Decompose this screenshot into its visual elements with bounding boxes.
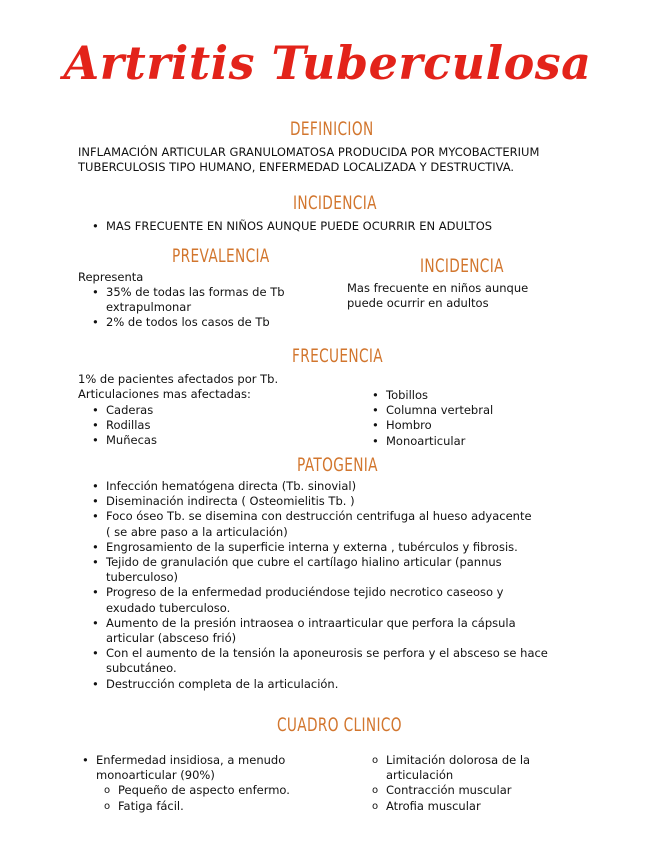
patogenia-heading: PATOGENIA [297,454,378,476]
frecuencia-right-list [358,388,493,449]
list-item: • 35% de todas las formas de Tb [78,285,285,300]
list-item: • Destrucción completa de la articulación. [78,677,548,692]
list-item: o Atrofia muscular [364,799,530,814]
list-item: • Infección hematógena directa (Tb. sinovial) [78,479,548,494]
prevalencia-intro: Representa [78,270,144,284]
list-item: • Rodillas [78,418,157,433]
list-item: • Aumento de la presión intraosea o intraarticular que perfora la cápsula articular (absceso frió) [78,616,548,646]
frecuencia-left-list [78,403,157,449]
list-item-continuation: extrapulmonar [106,300,192,315]
incidencia-list [78,219,492,234]
list-item: • 2% de todos los casos de Tb [78,315,285,330]
prevalencia-heading: PREVALENCIA [172,245,270,267]
list-item: • Progreso de la enfermedad produciéndose tejido necrotico caseoso y exudado tuberculoso. [78,585,548,615]
list-item: o Limitación dolorosa de la articulación [364,753,530,783]
definicion-heading: DEFINICION [290,118,374,140]
list-item: • MAS FRECUENTE EN NIÑOS AUNQUE PUEDE OCURRIR EN ADULTOS [78,219,492,234]
list-item: • Monoarticular [358,434,493,449]
list-item: • Foco óseo Tb. se disemina con destrucción centrifuga al hueso adyacente ( se abre paso a la articulación) [78,509,548,539]
sub-list-item: o Fatiga fácil. [68,799,290,814]
incidencia-right-heading: INCIDENCIA [420,255,504,277]
cuadro-clinico-heading: CUADRO CLINICO [277,714,402,736]
patogenia-list [78,479,548,692]
frecuencia-heading: FRECUENCIA [292,345,384,367]
frecuencia-line-2: Articulaciones mas afectadas: [78,387,251,401]
list-item: • Tobillos [358,388,493,403]
frecuencia-line-1: 1% de pacientes afectados por Tb. [78,372,279,386]
prevalencia-list [78,285,285,331]
sub-list-item: o Pequeño de aspecto enfermo. [68,783,290,798]
list-item: • Hombro [358,418,493,433]
list-item: • Tejido de granulación que cubre el cartílago hialino articular (pannus tuberculoso) [78,555,548,585]
list-item: o Contracción muscular [364,783,530,798]
page-title: Artritis Tuberculosa [63,36,592,90]
list-item: • Caderas [78,403,157,418]
definicion-line-1: INFLAMACIÓN ARTICULAR GRANULOMATOSA PRODUCIDA POR MYCOBACTERIUM [78,145,540,159]
list-item: • Diseminación indirecta ( Osteomielitis Tb. ) [78,494,548,509]
cuadro-right-list [364,753,530,814]
list-item: • Columna vertebral [358,403,493,418]
list-item: • Engrosamiento de la superficie interna y externa , tubérculos y fibrosis. [78,540,548,555]
incidencia-right-line-1: Mas frecuente en niños aunque [347,281,529,295]
list-item: • Muñecas [78,433,157,448]
cuadro-left-list [68,753,290,814]
list-item: • Con el aumento de la tensión la aponeurosis se perfora y el absceso se hace subcutáneo. [78,646,548,676]
incidencia-right-line-2: puede ocurrir en adultos [347,296,489,310]
list-item: • Enfermedad insidiosa, a menudo monoarticular (90%) [68,753,290,783]
incidencia-heading: INCIDENCIA [293,192,377,214]
definicion-line-2: TUBERCULOSIS TIPO HUMANO, ENFERMEDAD LOCALIZADA Y DESTRUCTIVA. [78,160,515,174]
